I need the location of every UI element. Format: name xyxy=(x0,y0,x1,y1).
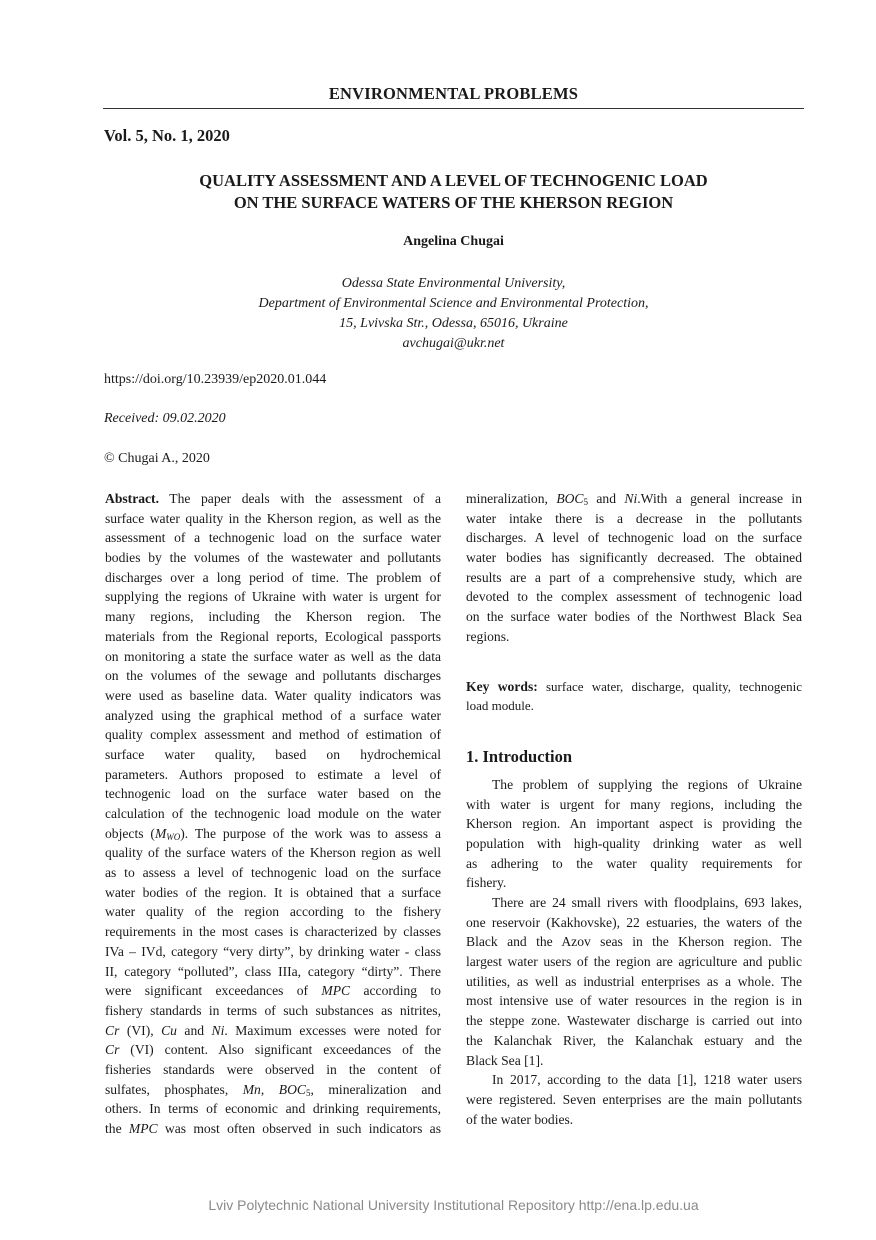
intro-line: fishery. xyxy=(466,875,507,891)
abstract-line: on the surface water bodies of the Northwest Black Sea xyxy=(466,609,802,625)
intro-line: population with high-quality drinking water as well xyxy=(466,835,802,851)
doi-link[interactable]: https://doi.org/10.23939/ep2020.01.044 xyxy=(104,372,327,387)
affiliation-address: 15, Lvivska Str., Odessa, 65016, Ukraine xyxy=(339,316,568,331)
abstract-line: materials from the Regional reports, Ecological passports xyxy=(105,628,441,644)
intro-line: utilities, as well as industrial enterprises as a whole. The xyxy=(466,973,802,989)
abstract-line: analyzed using the graphical method of a surface water xyxy=(105,707,441,723)
abstract-line: fishery standards in terms of such substances as nitrites, xyxy=(105,1002,441,1018)
copyright-notice: © Chugai A., 2020 xyxy=(104,451,210,466)
title-line-1: QUALITY ASSESSMENT AND A LEVEL OF TECHNOGENIC LOAD xyxy=(199,171,708,190)
abstract-line: regions. xyxy=(466,628,510,644)
abstract-line: as to assess a level of technogenic load on the surface xyxy=(105,865,441,881)
keywords-line: load module. xyxy=(466,698,534,714)
abstract-line: Cr (VI) content. Also significant exceedances of the xyxy=(105,1042,441,1058)
intro-line: Kherson region. An important aspect is providing the xyxy=(466,816,802,832)
abstract-line: requirements in the most cases is characterized by classes xyxy=(105,924,441,940)
intro-line: of the water bodies. xyxy=(466,1111,574,1127)
abstract-line: many regions, including the Kherson region. The xyxy=(105,609,441,625)
abstract-line: sulfates, phosphates, Mn, $BOC_5$, mineralization and xyxy=(105,1081,441,1098)
spacer xyxy=(466,716,802,747)
abstract-line: technogenic load on the surface water based on the xyxy=(105,786,441,802)
journal-header: ENVIRONMENTAL PROBLEMS xyxy=(103,84,804,109)
keywords-line: Key words: surface water, discharge, quality, technogenic xyxy=(466,678,802,694)
abstract-line: IVa – IVd, category “very dirty”, by drinking water - class xyxy=(105,943,441,959)
abstract-line: were used as baseline data. Water quality indicators was xyxy=(105,687,441,703)
intro-line: Black and the Azov seas in the Kherson region. The xyxy=(466,934,802,950)
intro-line: as adhering to the water quality requirements for xyxy=(466,855,802,871)
abstract-line: quality of the surface waters of the Kherson region as well xyxy=(105,845,441,861)
right-column xyxy=(466,489,802,1129)
abstract-line: bodies by the volumes of the wastewater and pollutants xyxy=(105,550,441,566)
abstract-line: parameters. Authors proposed to estimate a level of xyxy=(105,766,441,782)
intro-line: the Kalanchak River, the Kalanchak estuary and the xyxy=(466,1032,802,1048)
abstract-line: on monitoring a state the surface water as well as the data xyxy=(105,648,441,664)
abstract-column xyxy=(105,489,441,1139)
intro-line: most intensive use of water resources in the region is in xyxy=(466,993,802,1009)
abstract-line: discharges over a long period of time. The problem of xyxy=(105,569,441,585)
spacer xyxy=(466,647,802,677)
abstract-line: on the volumes of the sewage and pollutants discharges xyxy=(105,668,441,684)
affiliation-department: Department of Environmental Science and Environmental Protection, xyxy=(258,296,649,311)
abstract-line: fisheries standards were observed in the content of xyxy=(105,1061,441,1077)
abstract-line: water quality of the region according to the fishery xyxy=(105,904,441,920)
abstract-label: Abstract. xyxy=(105,491,159,506)
article-title xyxy=(103,170,804,214)
symbol-wo: WO xyxy=(166,831,181,842)
keywords-label: Key words: xyxy=(466,678,538,694)
section-heading-introduction: 1. Introduction xyxy=(466,746,573,766)
volume-info: Vol. 5, No. 1, 2020 xyxy=(104,126,230,145)
intro-line: were registered. Seven enterprises are the main pollutants xyxy=(466,1091,802,1107)
abstract-line: calculation of the technogenic load module on the water xyxy=(105,806,441,821)
abstract-line: supplying the regions of Ukraine with water is urgent for xyxy=(105,589,441,605)
abstract-line: surface water quality, based on hydrochemical xyxy=(105,746,441,762)
abstract-line: Cr (VI), Cu and Ni. Maximum excesses were noted for xyxy=(105,1022,441,1038)
intro-line: The problem of supplying the regions of Ukraine xyxy=(492,776,802,792)
abstract-line: discharges. A level of technogenic load on the surface xyxy=(466,530,802,546)
intro-line: There are 24 small rivers with floodplains, 693 lakes, xyxy=(492,895,802,910)
abstract-line: objects $(M_{WO})$. The purpose of the work was to assess a xyxy=(105,825,441,842)
abstract-line: others. In terms of economic and drinking requirements, xyxy=(105,1101,441,1117)
abstract-line: quality complex assessment and method of estimation of xyxy=(105,727,441,743)
abstract-line: II, category “polluted”, class IIIa, category “dirty”. There xyxy=(105,963,441,979)
abstract-line: surface water quality in the Kherson region, as well as the xyxy=(105,510,441,526)
abstract-line: assessment of a technogenic load on the surface water xyxy=(105,530,441,546)
intro-line: largest water users of the region are agriculture and public xyxy=(466,954,802,970)
abstract-line: Abstract. The paper deals with the assessment of a xyxy=(105,491,441,506)
affiliation-university: Odessa State Environmental University, xyxy=(341,276,566,291)
author-email[interactable]: avchugai@ukr.net xyxy=(402,336,505,351)
abstract-line: water intake there is a decrease in the pollutants xyxy=(466,510,802,526)
intro-line: with water is urgent for many regions, including the xyxy=(466,796,802,812)
intro-line: Black Sea [1]. xyxy=(466,1052,544,1068)
affiliation xyxy=(103,274,804,354)
author-name: Angelina Chugai xyxy=(403,234,504,249)
abstract-line: the MPC was most often observed in such indicators as xyxy=(105,1121,441,1136)
abstract-line: were significant exceedances of MPC according to xyxy=(105,983,441,999)
symbol-m: M xyxy=(154,825,167,841)
received-date: Received: 09.02.2020 xyxy=(104,411,226,426)
abstract-line: water bodies has significantly decreased. The obtained xyxy=(466,550,802,566)
abstract-line: results are a part of a comprehensive study, which are xyxy=(466,569,802,585)
intro-line: one reservoir (Kakhovske), 22 estuaries, the waters of the xyxy=(466,914,802,930)
abstract-line: mineralization, $BOC_5$ and Ni.With a general increase in xyxy=(466,491,802,507)
intro-line: the steppe zone. Wastewater discharge is carried out into xyxy=(466,1013,802,1029)
repository-footer[interactable]: Lviv Polytechnic National University Institutional Repository http://ena.lp.edu.ua xyxy=(208,1197,699,1213)
intro-line: In 2017, according to the data [1], 1218 water users xyxy=(492,1072,802,1088)
abstract-line: devoted to the complex assessment of technogenic load xyxy=(466,589,802,605)
title-line-2: ON THE SURFACE WATERS OF THE KHERSON REGION xyxy=(233,193,674,212)
abstract-line: water bodies of the region. It is obtained that a surface xyxy=(105,884,441,900)
